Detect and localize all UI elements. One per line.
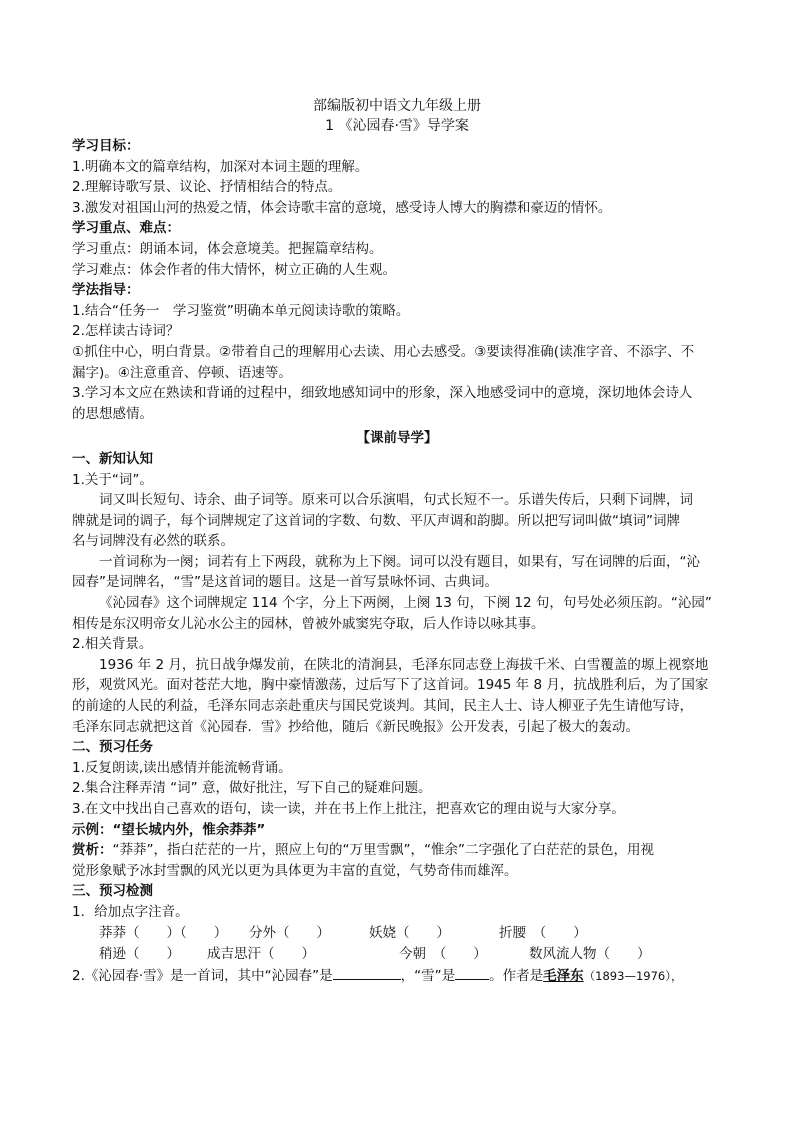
question2: [72, 965, 722, 987]
pinyin-item[interactable]: 数风流人物（ ）: [529, 945, 651, 962]
question1: 1．给加点字注音。: [72, 903, 189, 920]
para3-line: 《沁园春》这个词牌规定 114 个字，分上下两阕，上阕 13 句，下阕 12 句，句号处必须压韵。“沁园”: [99, 595, 712, 612]
method-line: 3.学习本文应在熟读和背诵的过程中，细致地感知词中的形象，深入地感受词中的意境，深切地体会诗人: [72, 385, 693, 402]
example-text: “望长城内外，惟余莽莽”: [112, 821, 266, 838]
para3-line: 相传是东汉明帝女儿沁水公主的园林，曾被外戚窦宪夺取，后人作诗以咏其事。: [72, 615, 545, 632]
para4-line: 形，观赏风光。面对苍茫大地，胸中豪情激荡，过后写下了这首词。1945 年 8 月，抗战胜利后，为了国家: [72, 677, 709, 694]
q2-text: 。作者是: [489, 967, 544, 984]
q2-text: ，“雪”是: [400, 967, 456, 984]
section1-sub1: 1.关于“词”。: [72, 471, 153, 488]
appreciation-label: 赏析：: [72, 842, 113, 859]
task-item: 1.反复朗读,读出感情并能流畅背诵。: [72, 759, 292, 776]
pinyin-item[interactable]: 成吉思汗（ ）: [207, 945, 315, 962]
pinyin-item[interactable]: 稍逊（ ）: [99, 945, 180, 962]
section1-heading: 一、新知认知: [72, 450, 153, 467]
method-line: 2.怎样读古诗词？: [72, 323, 180, 340]
keypoints-heading: 学习重点、难点：: [72, 220, 180, 237]
method-line: 1.结合“任务一 学习鉴赏”明确本单元阅读诗歌的策略。: [72, 302, 410, 319]
para2-line: 园春”是词牌名，“雪”是这首词的题目。这是一首写景咏怀词、古典词。: [72, 574, 498, 591]
pinyin-item[interactable]: 妖娆（ ）: [369, 924, 450, 941]
task-item: 3.在文中找出自己喜欢的语句，读一读，并在书上作上批注，把喜欢它的理由说与大家分享。: [72, 801, 625, 817]
appreciation-line: 觉形象赋予冰封雪飘的风光以更为具体更为丰富的直觉，气势奇伟而雄浑。: [72, 862, 518, 879]
method-line: ①抓住中心，明白背景。②带着自己的理解用心去读、用心去感受。③要读得准确(读准字音、不添字、不: [72, 343, 695, 360]
para1-line: 牌就是词的调子，每个词牌规定了这首词的字数、句数、平仄声调和韵脚。所以把写词叫做“填词”词牌: [72, 512, 680, 529]
q2-text: 2.《沁园春·雪》是一首词，其中“沁园春”是: [72, 967, 333, 984]
keypoint-item: 学习难点：体会作者的伟大情怀，树立正确的人生观。: [72, 261, 396, 278]
goal-item: 3.激发对祖国山河的热爱之情，体会诗歌丰富的意境，感受诗人博大的胸襟和豪迈的情怀。: [72, 199, 612, 216]
para4-line: 的前途的人民的利益，毛泽东同志亲赴重庆与国民党谈判。其间，民主人士、诗人柳亚子先生请他写诗，: [72, 698, 693, 715]
pinyin-item[interactable]: 分外（ ）: [249, 924, 330, 941]
method-line: 漏字)。④注意重音、停顿、语速等。: [72, 364, 292, 381]
pinyin-row-1: [72, 923, 722, 944]
pinyin-item[interactable]: 折腰 （ ）: [499, 924, 587, 941]
example-line: [72, 820, 722, 841]
goal-item: 1.明确本文的篇章结构，加深对本词主题的理解。: [72, 158, 369, 175]
keypoint-item: 学习重点：朗诵本词，体会意境美。把握篇章结构。: [72, 240, 383, 257]
method-heading: 学法指导：: [72, 282, 140, 299]
document-page: [72, 96, 722, 986]
q2-blank-1[interactable]: [333, 965, 401, 980]
pinyin-row-2: [72, 944, 722, 965]
section2-heading: 二、预习任务: [72, 739, 153, 756]
doc-title-lesson: 1 《沁园春·雪》导学案: [325, 118, 469, 134]
q2-years: （1893—1976），: [583, 968, 683, 983]
goals-heading: 学习目标：: [72, 138, 140, 154]
para4-line: 1936 年 2 月，抗日战争爆发前，在陕北的清涧县，毛泽东同志登上海拔千米、白雪覆盖的塬上视察地: [99, 656, 709, 673]
para1-line: 名与词牌没有必然的联系。: [72, 533, 234, 550]
pinyin-item[interactable]: 今朝 （ ）: [399, 945, 487, 962]
q2-author: 毛泽东: [543, 967, 584, 984]
preview-banner: 【课前导学】: [356, 430, 438, 447]
goal-item: 2.理解诗歌写景、议论、抒情相结合的特点。: [72, 179, 342, 196]
example-label: 示例：: [72, 821, 113, 838]
section1-sub2: 2.相关背景。: [72, 636, 153, 653]
method-line: 的思想感情。: [72, 405, 153, 422]
appreciation-text: “莽莽”，指白茫茫的一片，照应上句的“万里雪飘”，“惟余”二字强化了白茫茫的景色，用视: [112, 842, 654, 859]
pinyin-item[interactable]: 莽莽（ ）（ ）: [99, 924, 228, 941]
q2-blank-2[interactable]: [455, 965, 489, 980]
para4-line: 毛泽东同志就把这首《沁园春．雪》抄给他，随后《新民晚报》公开发表，引起了极大的轰动。: [72, 718, 639, 735]
doc-title-grade: 部编版初中语文九年级上册: [313, 98, 481, 114]
appreciation-line: [72, 840, 722, 861]
task-item: 2.集合注释弄清 “词” 意，做好批注，写下自己的疑难问题。: [72, 780, 432, 797]
para1-line: 词又叫长短句、诗余、曲子词等。原来可以合乐演唱，句式长短不一。乐谱失传后，只剩下词牌，词: [99, 492, 693, 509]
para2-line: 一首词称为一阕；词若有上下两段，就称为上下阕。词可以没有题目，如果有，写在词牌的后面，“沁: [99, 553, 700, 570]
section3-heading: 三、预习检测: [72, 883, 153, 900]
